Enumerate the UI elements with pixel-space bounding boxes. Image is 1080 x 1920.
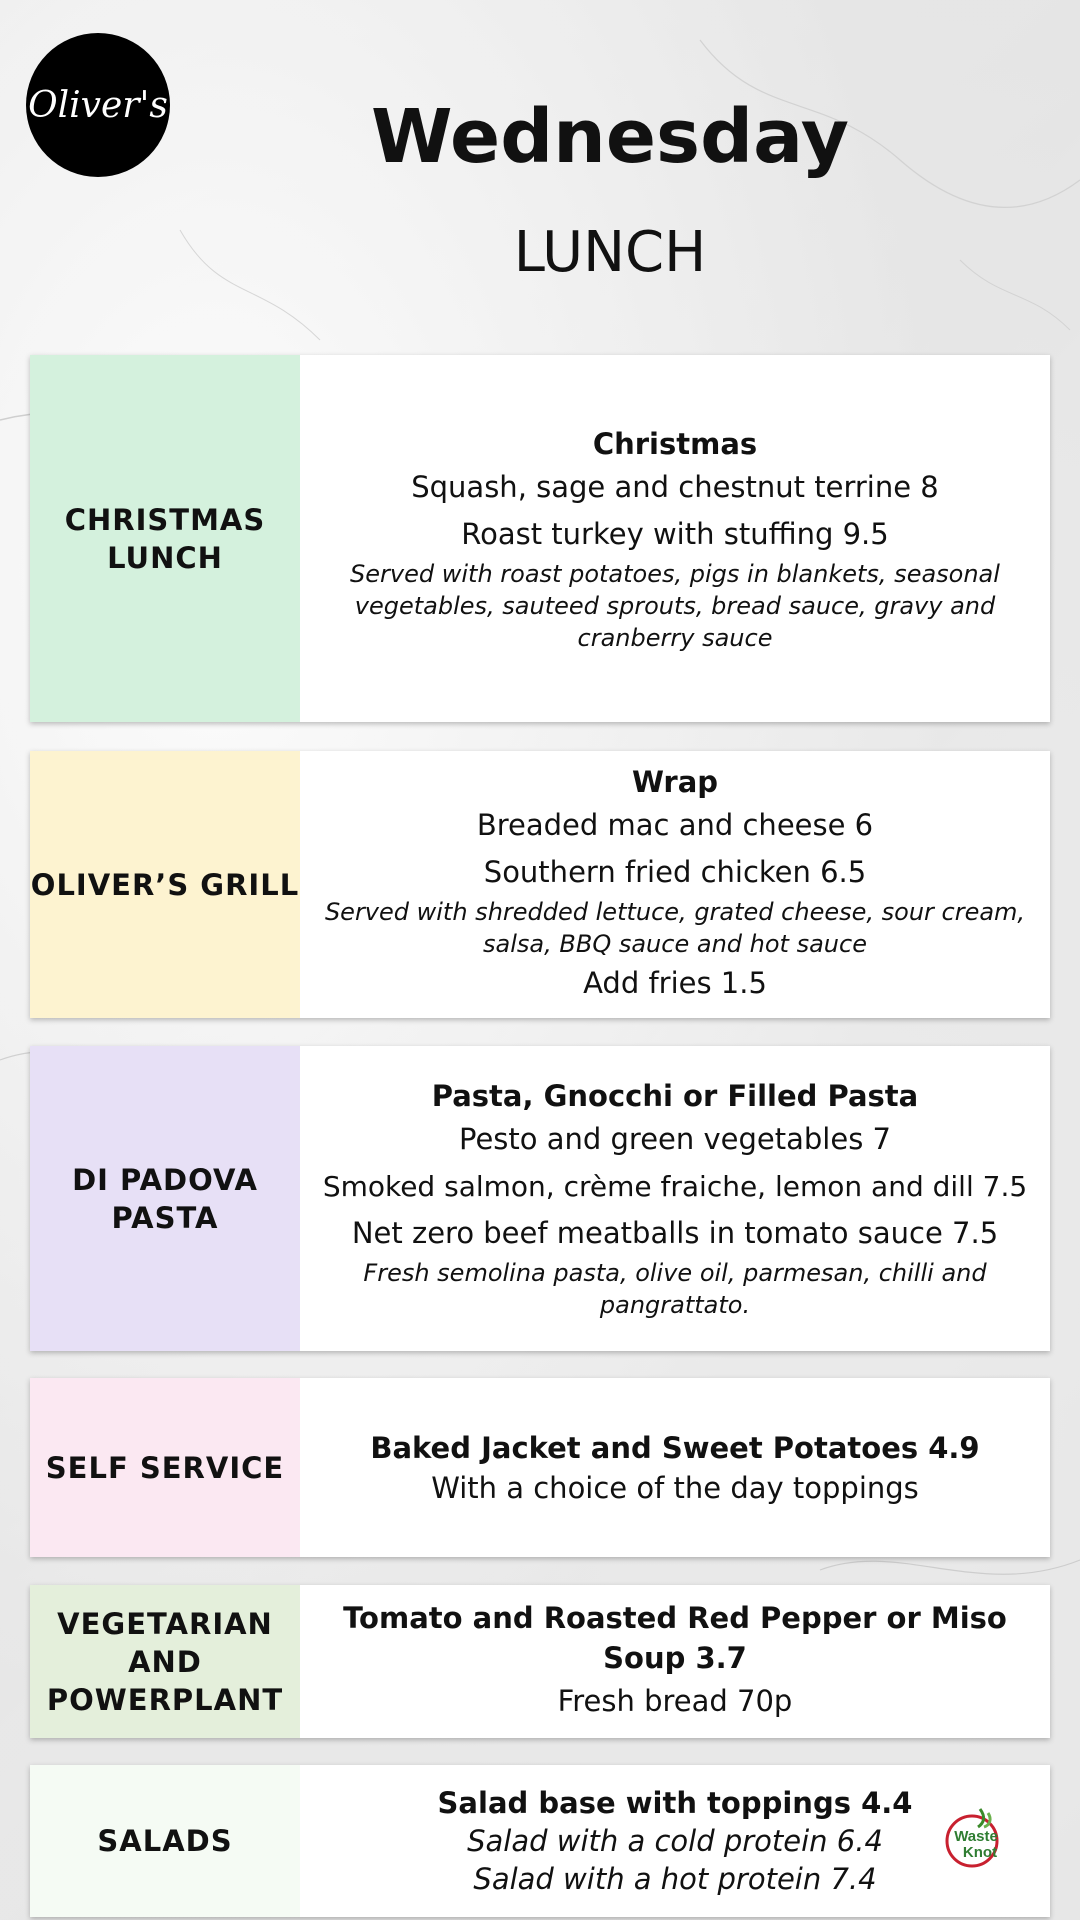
day-title: Wednesday: [371, 94, 849, 180]
section-self-service: [30, 1378, 1050, 1557]
menu-extra: Add fries 1.5: [583, 966, 767, 1000]
section-heading: Salad base with toppings 4.4: [437, 1786, 913, 1820]
section-olivers-grill: [30, 751, 1050, 1018]
section-heading: Tomato and Roasted Red Pepper or Miso Soup 3.7: [343, 1601, 1007, 1675]
olivers-logo: Oliver's: [26, 33, 170, 177]
menu-item: Squash, sage and chestnut terrine 8: [411, 469, 939, 504]
section-heading: Baked Jacket and Sweet Potatoes 4.9: [370, 1430, 980, 1465]
menu-item: Southern fried chicken 6.5: [483, 855, 867, 889]
section-label: OLIVER’S GRILL: [30, 751, 300, 1018]
section-label: VEGETARIAN AND POWERPLANT: [30, 1585, 300, 1738]
section-salads: [30, 1765, 1050, 1917]
section-content: [300, 1378, 1050, 1557]
menu-item: Salad with a hot protein 7.4: [473, 1862, 877, 1896]
section-content: [300, 1585, 1050, 1738]
svg-text:Waste: Waste: [954, 1828, 998, 1845]
menu-item: Smoked salmon, crème fraiche, lemon and dill 7.5: [322, 1170, 1028, 1203]
meal-title: LUNCH: [513, 220, 707, 285]
section-label: DI PADOVA PASTA: [30, 1046, 300, 1351]
section-content: [300, 1046, 1050, 1351]
section-christmas-lunch: [30, 355, 1050, 722]
section-di-padova-pasta: [30, 1046, 1050, 1351]
section-heading: Christmas: [592, 426, 758, 461]
section-vegetarian-powerplant: [30, 1585, 1050, 1738]
section-label: CHRISTMAS LUNCH: [30, 355, 300, 722]
section-content: [300, 1765, 1050, 1917]
menu-item: Roast turkey with stuffing 9.5: [461, 516, 889, 551]
section-content: [300, 751, 1050, 1018]
section-note: Fresh semolina pasta, olive oil, parmesan, chilli and pangrattato.: [363, 1259, 987, 1319]
menu-item: With a choice of the day toppings: [431, 1470, 919, 1505]
menu-item: Fresh bread 70p: [557, 1684, 793, 1718]
section-note: Served with shredded lettuce, grated cheese, sour cream, salsa, BBQ sauce and hot sauce: [324, 898, 1026, 958]
menu-item: Salad with a cold protein 6.4: [467, 1824, 883, 1858]
section-heading: Wrap: [631, 765, 719, 799]
menu-item: Pesto and green vegetables 7: [459, 1122, 891, 1156]
waste-knot-logo: [942, 1803, 1012, 1873]
svg-text:Knot: Knot: [962, 1844, 998, 1861]
section-label: SALADS: [30, 1765, 300, 1917]
section-note: Served with roast potatoes, pigs in blankets, seasonal vegetables, sauteed sprouts, bread sauce, gravy and cranberry sauce: [350, 559, 1000, 652]
menu-item: Breaded mac and cheese 6: [476, 808, 874, 842]
section-heading: Pasta, Gnocchi or Filled Pasta: [431, 1079, 919, 1113]
section-content: [300, 355, 1050, 722]
menu-item: Net zero beef meatballs in tomato sauce 7.5: [351, 1216, 999, 1250]
section-label: SELF SERVICE: [30, 1378, 300, 1557]
